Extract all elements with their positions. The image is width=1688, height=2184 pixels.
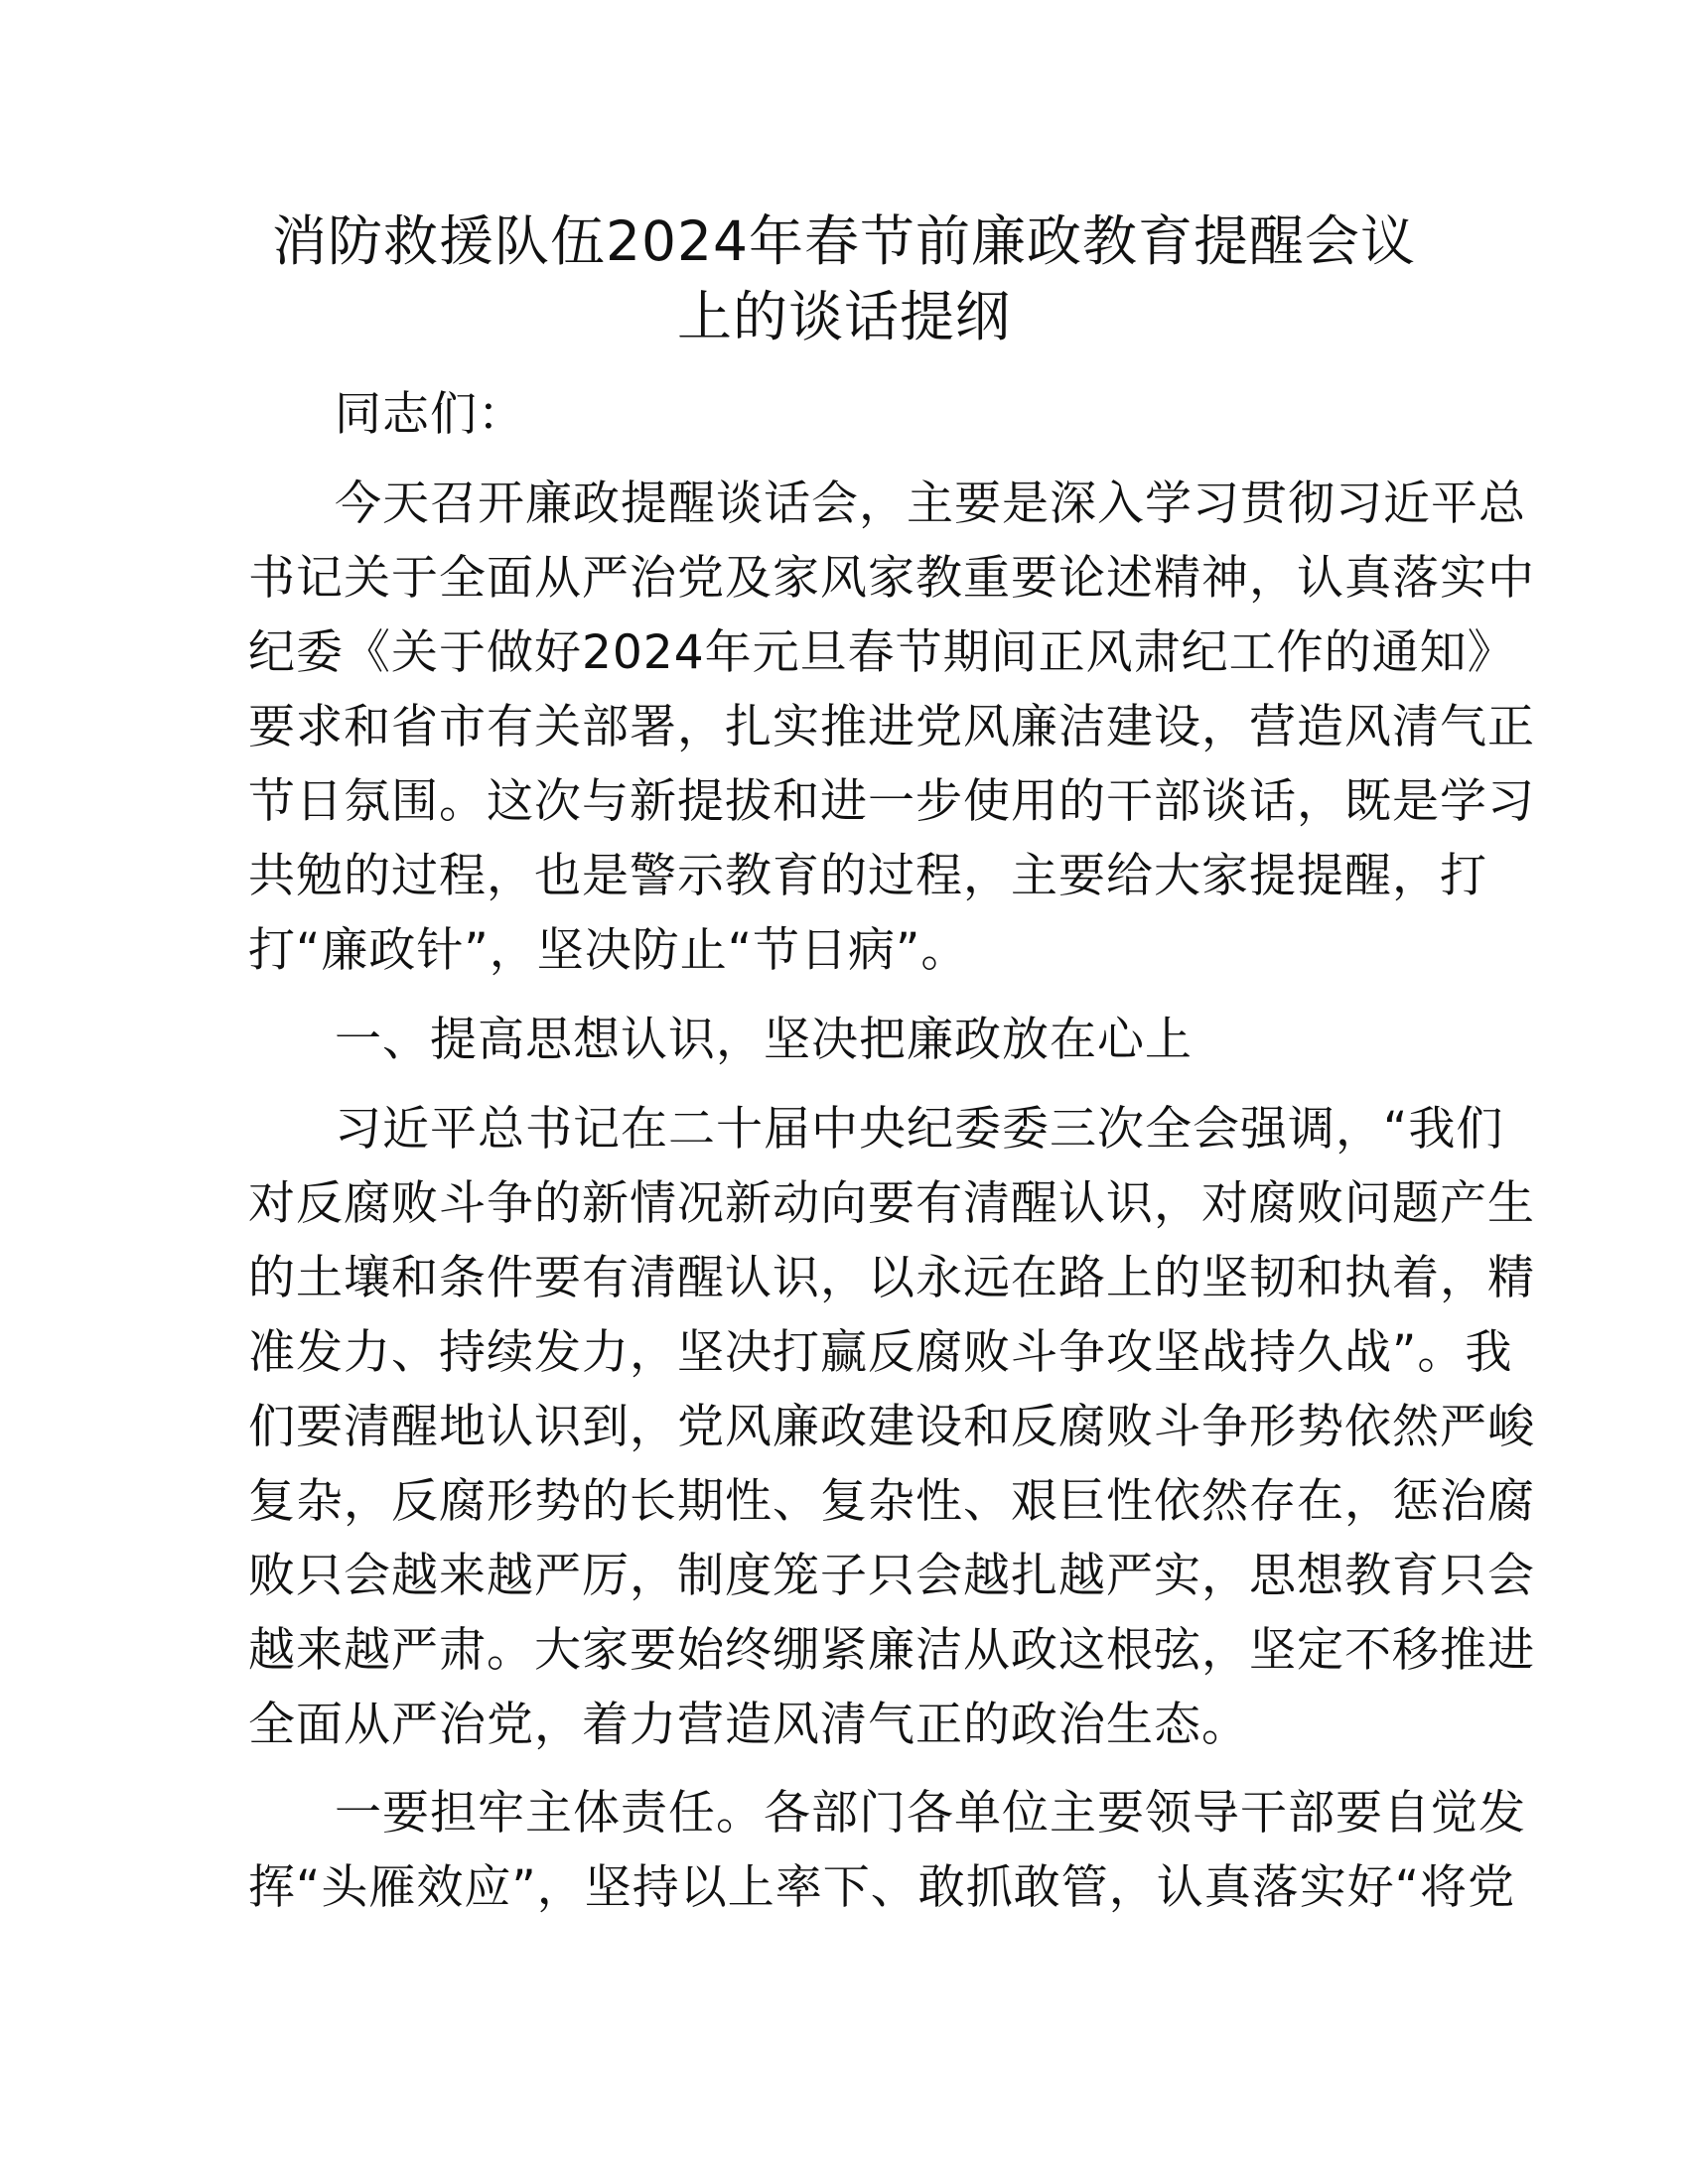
paragraph-2-line: 对反腐败斗争的新情况新动向要有清醒认识，对腐败问题产生 [248, 1176, 1535, 1231]
paragraph-2-line: 的土壤和条件要有清醒认识，以永远在路上的坚韧和执着，精 [248, 1251, 1535, 1305]
section-heading-1: 一、提高思想认识，坚决把廉政放在心上 [335, 1013, 1193, 1067]
paragraph-2-line: 全面从严治党，着力营造风清气正的政治生态。 [248, 1698, 1249, 1752]
paragraph-1-line: 节日氛围。这次与新提拔和进一步使用的干部谈话，既是学习 [248, 774, 1535, 829]
document-title-line-2: 上的谈话提纲 [676, 285, 1011, 348]
paragraph-3-line: 一要担牢主体责任。各部门各单位主要领导干部要自觉发 [335, 1786, 1526, 1841]
greeting: 同志们： [335, 387, 525, 442]
paragraph-2-line: 越来越严肃。大家要始终绷紧廉洁从政这根弦，坚定不移推进 [248, 1623, 1535, 1678]
paragraph-2-line: 败只会越来越严厉，制度笼子只会越扎越严实，思想教育只会 [248, 1549, 1535, 1603]
paragraph-1-line: 纪委《关于做好2024年元旦春节期间正风肃纪工作的通知》 [248, 625, 1515, 680]
document-title-line-1: 消防救援队伍2024年春节前廉政教育提醒会议 [272, 209, 1416, 273]
paragraph-1-line: 打“廉政针”，坚决防止“节日病”。 [248, 923, 969, 978]
paragraph-3-line: 挥“头雁效应”，坚持以上率下、敢抓敢管，认真落实好“将党 [248, 1860, 1516, 1915]
paragraph-1-line: 书记关于全面从严治党及家风家教重要论述精神，认真落实中 [248, 551, 1535, 606]
paragraph-1-line: 今天召开廉政提醒谈话会，主要是深入学习贯彻习近平总 [335, 477, 1526, 531]
paragraph-1-line: 共勉的过程，也是警示教育的过程，主要给大家提提醒，打 [248, 849, 1487, 903]
paragraph-1-line: 要求和省市有关部署，扎实推进党风廉洁建设，营造风清气正 [248, 700, 1535, 754]
paragraph-2-line: 复杂，反腐形势的长期性、复杂性、艰巨性依然存在，惩治腐 [248, 1474, 1535, 1529]
paragraph-2-line: 习近平总书记在二十届中央纪委委三次全会强调，“我们 [335, 1102, 1504, 1157]
paragraph-2-line: 们要清醒地认识到，党风廉政建设和反腐败斗争形势依然严峻 [248, 1400, 1535, 1454]
paragraph-2-line: 准发力、持续发力，坚决打赢反腐败斗争攻坚战持久战”。我 [248, 1325, 1513, 1380]
